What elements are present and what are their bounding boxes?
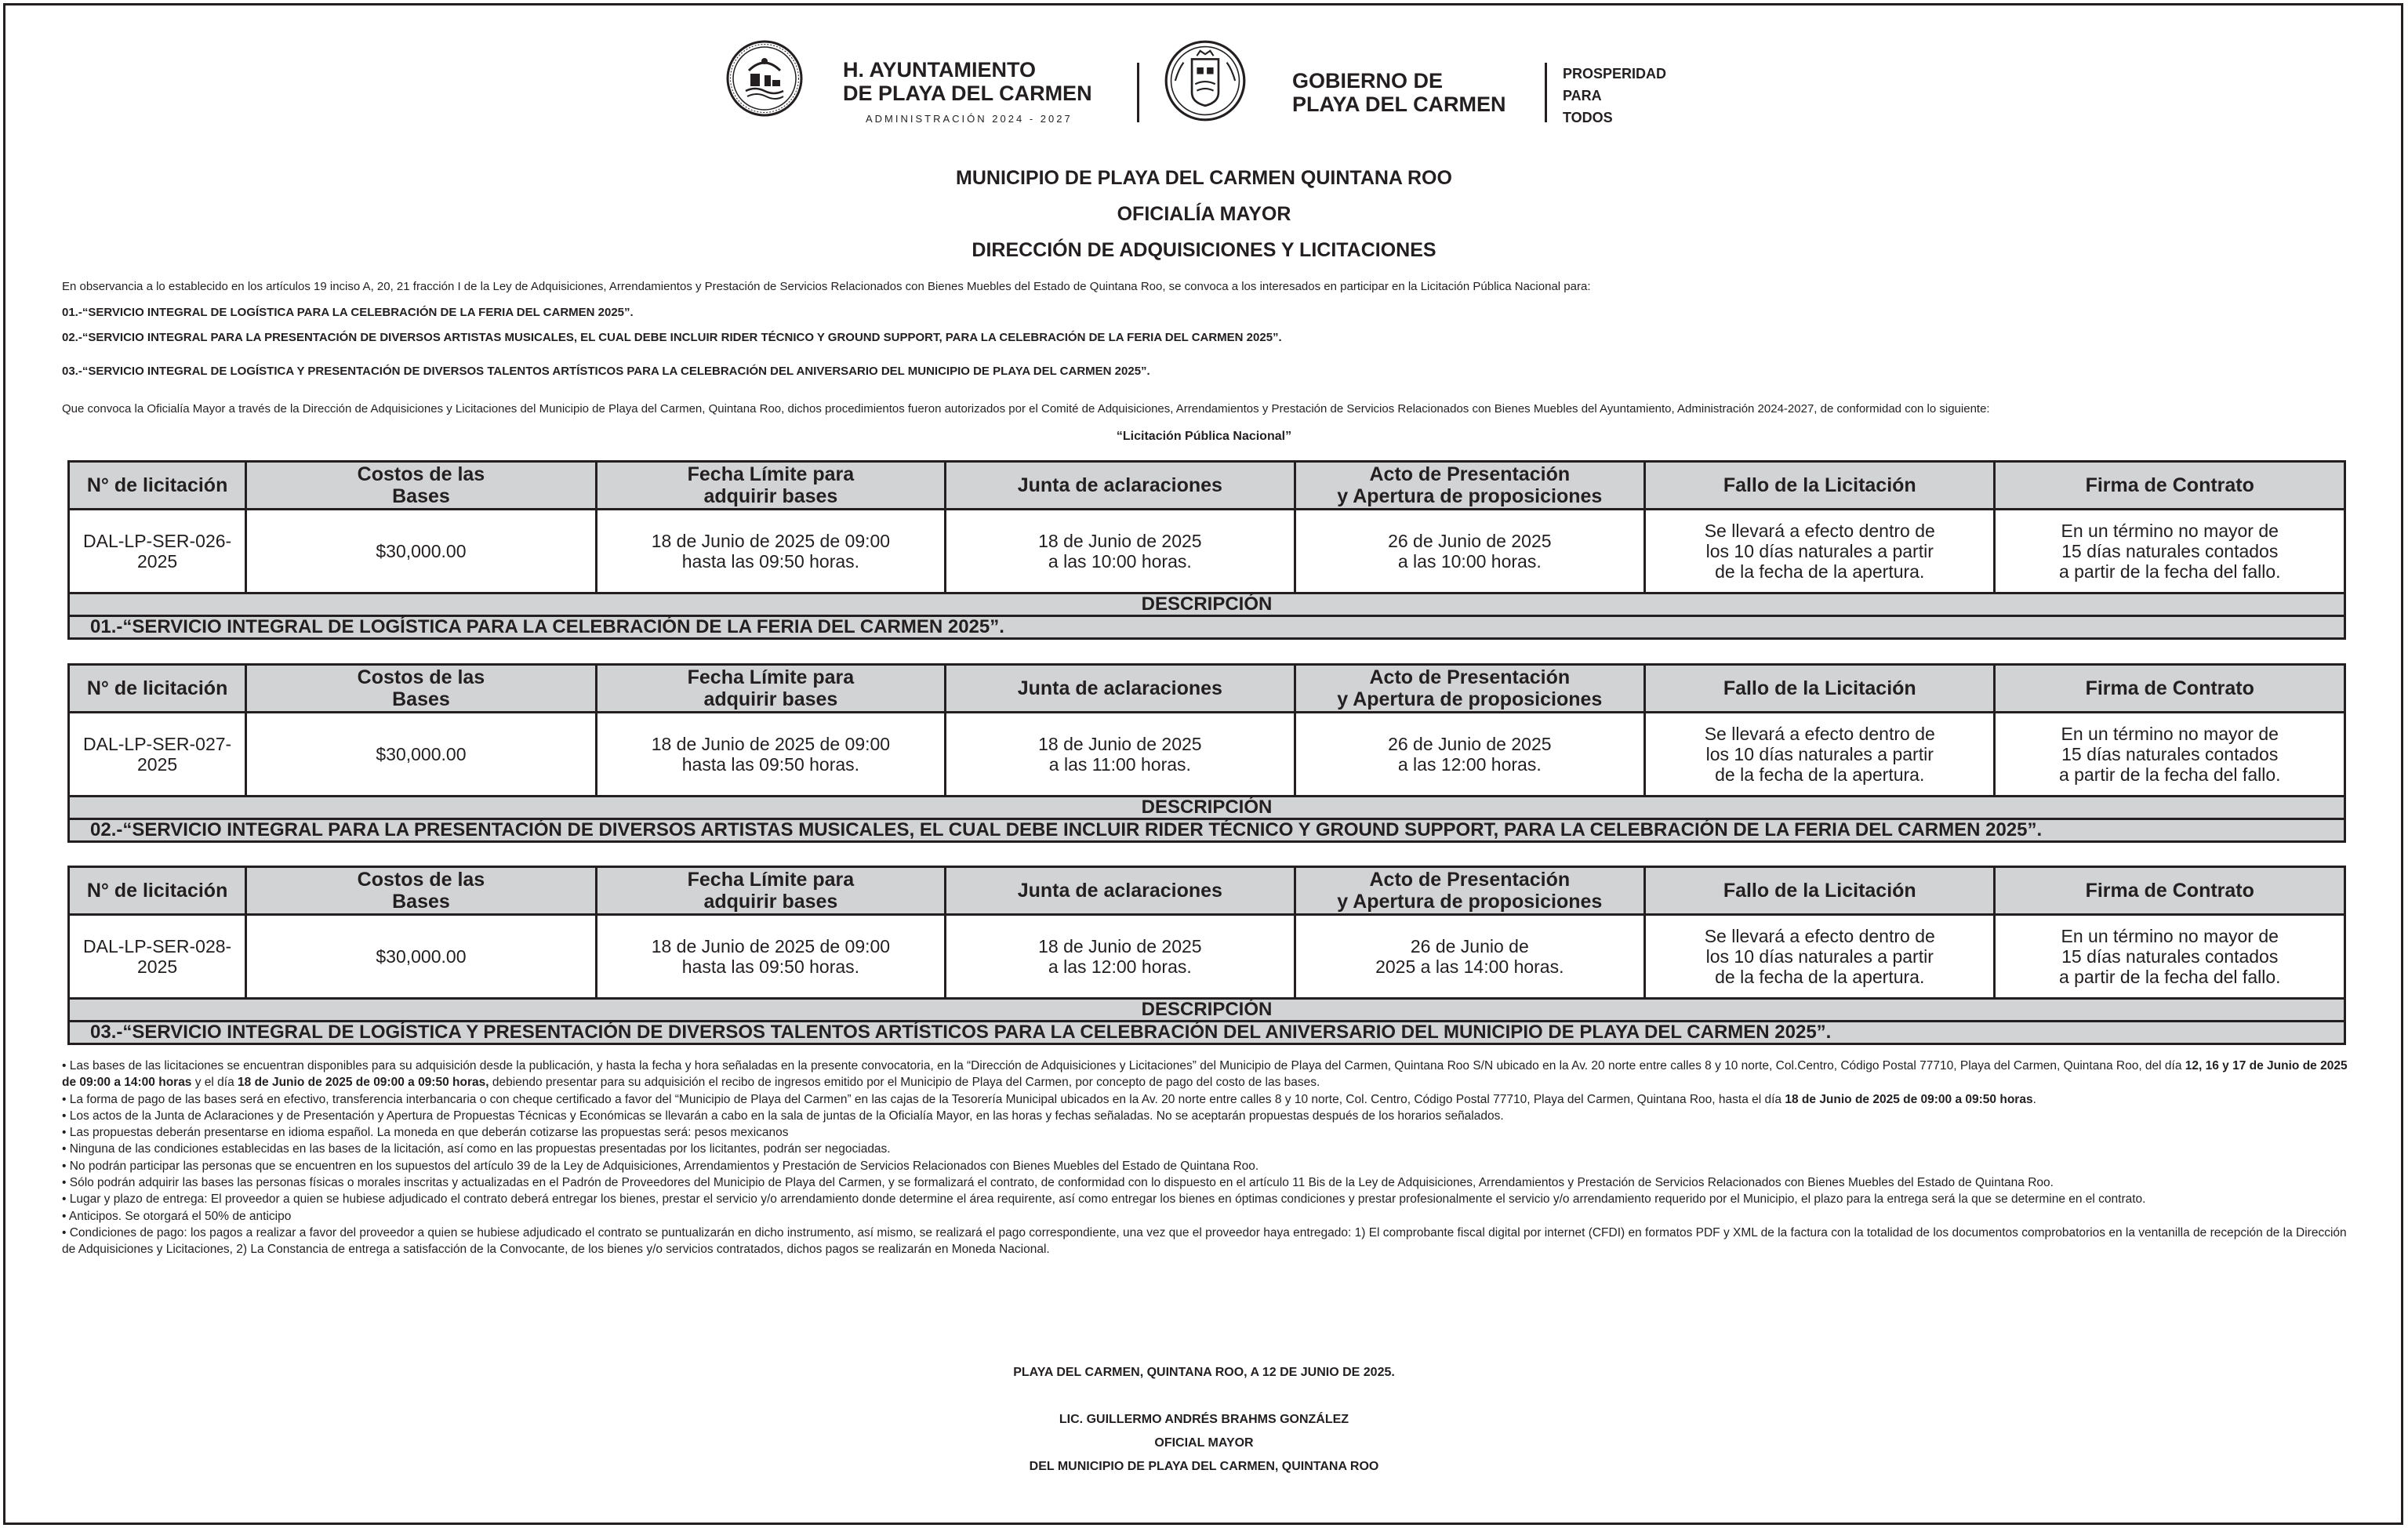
fecha-line-1: 18 de Junio de 2025 de 09:00 — [651, 531, 891, 551]
title-direccion: DIRECCIÓN DE ADQUISICIONES Y LICITACIONES — [972, 239, 1436, 261]
signature-place-date: PLAYA DEL CARMEN, QUINTANA ROO, A 12 DE JUNIO DE 2025. — [1013, 1366, 1395, 1379]
header-costos — [246, 867, 596, 915]
header-firma — [1995, 462, 2345, 510]
header-acto-line-2: y Apertura de proposiciones — [1337, 688, 1603, 710]
fallo-line-2: los 10 días naturales a partir — [1705, 744, 1934, 764]
slogan-divider — [1545, 63, 1547, 122]
cell-fallo — [1645, 510, 1995, 593]
condition-1-text-c: debiendo presentar para su adquisición el recibo de ingresos emitido por el Municipio de Playa del Carmen, por concepto de pago del costo de las bases. — [489, 1076, 1320, 1090]
firma-line-2: 15 días naturales contados — [2061, 541, 2279, 561]
signature-position: OFICIAL MAYOR — [1154, 1436, 1254, 1450]
descripcion-header-row — [69, 999, 2345, 1022]
header-fecha — [596, 462, 945, 510]
cell-junta — [946, 713, 1295, 797]
header-firma-label: Firma de Contrato — [2085, 474, 2254, 496]
descripcion-row — [69, 616, 2345, 639]
descripcion-header: DESCRIPCIÓN — [69, 999, 2345, 1022]
condition-2-text-b: . — [2032, 1092, 2036, 1106]
descripcion-header: DESCRIPCIÓN — [69, 797, 2345, 819]
header-acto — [1295, 867, 1644, 915]
cell-fecha — [596, 510, 945, 593]
condition-5: • Ninguna de las condiciones establecidas en las bases de la licitación, así como en las propuestas presentadas por los licitantes, podrán ser negociadas. — [62, 1142, 891, 1156]
header-fecha-line-2: adquirir bases — [703, 485, 838, 507]
slogan-line-1: PROSPERIDAD — [1563, 66, 1667, 82]
fallo-line-2: los 10 días naturales a partir — [1705, 541, 1934, 561]
junta-line-1: 18 de Junio de 2025 — [1038, 734, 1202, 754]
header-costos — [246, 462, 596, 510]
header-divider — [1137, 63, 1139, 122]
signature-name: LIC. GUILLERMO ANDRÉS BRAHMS GONZÁLEZ — [1059, 1413, 1349, 1426]
cell-fecha — [596, 915, 945, 999]
header-fallo — [1645, 462, 1995, 510]
fecha-line-2: hasta las 09:50 horas. — [681, 956, 860, 977]
fecha-line-1: 18 de Junio de 2025 de 09:00 — [651, 734, 891, 754]
descripcion-header-row — [69, 593, 2345, 616]
condition-7: • Sólo podrán adquirir las bases las personas físicas o morales inscritas y actualizadas en el Padrón de Proveedores del Municipio de Playa del Carmen, y se formalizará el contrato, de conformidad con lo dispuesto en el artículo 11 Bis de la Ley de Adquisiciones, Arrendamientos y Prestación de Servicios Relacionados con Bienes Muebles del Estado de Quintana Roo. — [62, 1176, 2054, 1190]
descripcion-text: 01.-“SERVICIO INTEGRAL DE LOGÍSTICA PARA LA CELEBRACIÓN DE LA FERIA DEL CARMEN 2025”. — [69, 616, 2345, 639]
acto-line-2: 2025 a las 14:00 horas. — [1375, 956, 1564, 977]
condition-1-dates-1: 12, 16 y 17 de Junio de 2025 de 09:00 a 14:00 horas — [62, 1059, 2348, 1090]
header-firma-label: Firma de Contrato — [2085, 880, 2254, 902]
licitacion-type: “Licitación Pública Nacional” — [1116, 430, 1292, 443]
header-acto — [1295, 665, 1644, 713]
condition-9: • Anticipos. Se otorgará el 50% de anticipo — [62, 1209, 292, 1223]
ayuntamiento-name — [843, 58, 1092, 105]
gobierno-seal-icon — [1164, 39, 1247, 122]
header-costos-line-1: Costos de las — [357, 463, 485, 485]
slogan-line-2: PARA — [1563, 88, 1602, 103]
header-firma — [1995, 665, 2345, 713]
header-costos — [246, 665, 596, 713]
gobierno-name — [1292, 69, 1506, 116]
junta-line-2: a las 10:00 horas. — [1048, 551, 1192, 572]
header-fecha-line-2: adquirir bases — [703, 688, 838, 710]
header-acto-line-1: Acto de Presentación — [1369, 463, 1571, 485]
licitacion-table — [67, 663, 2346, 843]
slogan — [1563, 63, 1666, 129]
descripcion-row — [69, 1022, 2345, 1044]
condition-1 — [62, 1058, 2348, 1091]
fallo-line-3: de la fecha de la apertura. — [1715, 561, 1925, 582]
header-numero-label: N° de licitación — [86, 880, 228, 902]
cell-acto — [1295, 915, 1644, 999]
header-firma-label: Firma de Contrato — [2085, 677, 2254, 699]
header-fecha-line-1: Fecha Límite para — [687, 463, 855, 485]
fecha-line-2: hasta las 09:50 horas. — [681, 754, 860, 775]
firma-line-1: En un término no mayor de — [2061, 521, 2279, 541]
numero-value: DAL-LP-SER-026-2025 — [83, 531, 232, 572]
fallo-line-1: Se llevará a efecto dentro de — [1704, 926, 1935, 946]
header-fallo — [1645, 867, 1995, 915]
cell-costo — [246, 510, 596, 593]
fecha-line-1: 18 de Junio de 2025 de 09:00 — [651, 936, 891, 956]
descripcion-header: DESCRIPCIÓN — [69, 593, 2345, 616]
firma-line-3: a partir de la fecha del fallo. — [2058, 561, 2281, 582]
junta-line-1: 18 de Junio de 2025 — [1038, 531, 1202, 551]
bases-conditions — [62, 1058, 2348, 1258]
condition-10: • Condiciones de pago: los pagos a realizar a favor del proveedor a quien se hubiese adjudicado el contrato se puntualizarán en dicho instrumento, así mismo, se realizará el pago correspondiente, una vez que el proveedor haya entregado: 1) El comprobante fiscal digital por internet (CFDI) en formatos PDF y XML de la factura con la totalidad de los documentos comprobatorios en la ventanilla de recepción de la Dirección de Adquisiciones y Licitaciones, 2) La Constancia de entrega a satisfacción de la Convocante, de los bienes y/o servicios contratados, dichos pagos se realizarán en Moneda Nacional. — [62, 1225, 2347, 1257]
table-row — [69, 915, 2345, 999]
header-costos-line-2: Bases — [392, 891, 450, 913]
junta-line-1: 18 de Junio de 2025 — [1038, 936, 1202, 956]
cell-firma — [1995, 510, 2345, 593]
header-junta — [946, 867, 1295, 915]
title-municipio: MUNICIPIO DE PLAYA DEL CARMEN QUINTANA ROO — [956, 167, 1452, 189]
descripcion-row — [69, 819, 2345, 842]
fallo-line-3: de la fecha de la apertura. — [1715, 764, 1925, 785]
header-costos-line-1: Costos de las — [357, 666, 485, 688]
fallo-line-1: Se llevará a efecto dentro de — [1704, 724, 1935, 744]
header-numero-label: N° de licitación — [86, 677, 228, 699]
header-fecha — [596, 665, 945, 713]
header-acto-line-1: Acto de Presentación — [1369, 666, 1571, 688]
cell-firma — [1995, 915, 2345, 999]
header-acto-line-1: Acto de Presentación — [1369, 869, 1571, 891]
acto-line-1: 26 de Junio de — [1410, 936, 1529, 956]
firma-line-2: 15 días naturales contados — [2061, 946, 2279, 967]
condition-2 — [62, 1091, 2348, 1108]
condition-1-text-b: y el día — [191, 1076, 238, 1090]
cell-numero — [69, 510, 246, 593]
table-header-row — [69, 665, 2345, 713]
descripcion-header-row — [69, 797, 2345, 819]
junta-line-2: a las 12:00 horas. — [1048, 956, 1192, 977]
ayuntamiento-line-2: DE PLAYA DEL CARMEN — [843, 82, 1092, 105]
cell-junta — [946, 510, 1295, 593]
intro-paragraph: En observancia a lo establecido en los artículos 19 inciso A, 20, 21 fracción I de la Ley de Adquisiciones, Arrendamientos y Prestación de Servicios Relacionados con Bienes Muebles del Estado de Quintana Roo, se convoca a los interesados en participar en la Licitación Pública Nacional para: — [62, 280, 1591, 293]
header-junta-label: Junta de aclaraciones — [1017, 677, 1222, 699]
header-acto — [1295, 462, 1644, 510]
title-oficialia: OFICIALÍA MAYOR — [1117, 203, 1291, 225]
numero-value: DAL-LP-SER-027-2025 — [83, 734, 232, 775]
header-fallo-label: Fallo de la Licitación — [1723, 677, 1916, 699]
firma-line-2: 15 días naturales contados — [2061, 744, 2279, 764]
acto-line-2: a las 10:00 horas. — [1397, 551, 1542, 572]
table-header-row — [69, 462, 2345, 510]
costo-value: $30,000.00 — [376, 541, 467, 561]
condition-8: • Lugar y plazo de entrega: El proveedor a quien se hubiese adjudicado el contrato deberá entregar los bienes, prestar el servicio y/o arrendamiento donde determine el área requirente, así como entregar los bienes en óptimas condiciones y prestar profesionalmente el servicio y/o arrendamiento requerido por el Municipio, el plazo para la entrega será la que se determine en el contrato. — [62, 1192, 2146, 1207]
header-fallo-label: Fallo de la Licitación — [1723, 880, 1916, 902]
licitacion-table — [67, 460, 2346, 640]
header — [0, 34, 2408, 129]
gobierno-line-1: GOBIERNO DE — [1292, 69, 1444, 93]
cell-acto — [1295, 510, 1644, 593]
cell-fallo — [1645, 915, 1995, 999]
header-junta — [946, 462, 1295, 510]
slogan-line-3: TODOS — [1563, 110, 1613, 125]
table-row — [69, 510, 2345, 593]
condition-6: • No podrán participar las personas que se encuentren en los supuestos del artículo 39 de la Ley de Adquisiciones, Arrendamientos y Prestación de Servicios Relacionados con Bienes Muebles del Estado de Quintana Roo. — [62, 1159, 1259, 1173]
intro-convoca: Que convoca la Oficialía Mayor a través de la Dirección de Adquisiciones y Licitaciones del Municipio de Playa del Carmen, Quintana Roo, dichos procedimientos fueron autorizados por el Comité de Adquisiciones, Arrendamientos y Prestación de Servicios Relacionados con Bienes Muebles del Ayuntamiento, Administración 2024-2027, de conformidad con lo siguiente: — [62, 402, 1990, 416]
condition-1-text-a: • Las bases de las licitaciones se encuentran disponibles para su adquisición desde la publicación, y hasta la fecha y hora señaladas en la presente convocatoria, en la “Dirección de Adquisiciones y Licitaciones” del Municipio de Playa del Carmen, Quintana Roo S/N ubicado en la Av. 20 norte entre calles 8 y 10 norte, Col.Centro, Código Postal 77710, Playa del Carmen, Quintana Roo, del día — [62, 1059, 2185, 1073]
header-numero — [69, 665, 246, 713]
table-row — [69, 713, 2345, 797]
table-header-row — [69, 867, 2345, 915]
header-numero — [69, 462, 246, 510]
condition-2-text-a: • La forma de pago de las bases será en efectivo, transferencia interbancaria o con cheque certificado a favor del “Municipio de Playa del Carmen” en las cajas de la Tesorería Municipal ubicados en la Av. 20 norte entre calles 8 y 10 norte, Col. Centro, Código Postal 77710, Playa del Carmen, Quintana Roo, hasta el día — [62, 1092, 1785, 1106]
header-fallo-label: Fallo de la Licitación — [1723, 474, 1916, 496]
header-numero-label: N° de licitación — [86, 474, 228, 496]
cell-fecha — [596, 713, 945, 797]
header-junta-label: Junta de aclaraciones — [1017, 880, 1222, 902]
header-fecha-line-1: Fecha Límite para — [687, 666, 855, 688]
firma-line-3: a partir de la fecha del fallo. — [2058, 764, 2281, 785]
header-acto-line-2: y Apertura de proposiciones — [1337, 891, 1603, 913]
intro-item-2: 02.-“SERVICIO INTEGRAL PARA LA PRESENTACIÓN DE DIVERSOS ARTISTAS MUSICALES, EL CUAL DEBE INCLUIR RIDER TÉCNICO Y GROUND SUPPORT, PARA LA CELEBRACIÓN DE LA FERIA DEL CARMEN 2025”. — [62, 331, 1282, 344]
cell-numero — [69, 915, 246, 999]
header-numero — [69, 867, 246, 915]
acto-line-2: a las 12:00 horas. — [1397, 754, 1542, 775]
cell-firma — [1995, 713, 2345, 797]
firma-line-1: En un término no mayor de — [2061, 926, 2279, 946]
ayuntamiento-line-1: H. AYUNTAMIENTO — [843, 58, 1037, 82]
cell-fallo — [1645, 713, 1995, 797]
fallo-line-2: los 10 días naturales a partir — [1705, 946, 1934, 967]
condition-2-date: 18 de Junio de 2025 de 09:00 a 09:50 horas — [1785, 1092, 2033, 1106]
cell-numero — [69, 713, 246, 797]
costo-value: $30,000.00 — [376, 744, 467, 764]
intro-item-3: 03.-“SERVICIO INTEGRAL DE LOGÍSTICA Y PRESENTACIÓN DE DIVERSOS TALENTOS ARTÍSTICOS PARA LA CELEBRACIÓN DEL ANIVERSARIO DEL MUNICIPIO DE PLAYA DEL CARMEN 2025”. — [62, 365, 1150, 378]
fallo-line-1: Se llevará a efecto dentro de — [1704, 521, 1935, 541]
acto-line-1: 26 de Junio de 2025 — [1388, 531, 1552, 551]
cell-costo — [246, 713, 596, 797]
condition-1-dates-2: 18 de Junio de 2025 de 09:00 a 09:50 horas, — [238, 1076, 489, 1090]
signature-municipality: DEL MUNICIPIO DE PLAYA DEL CARMEN, QUINTANA ROO — [1029, 1460, 1379, 1473]
header-junta-label: Junta de aclaraciones — [1017, 474, 1222, 496]
header-acto-line-2: y Apertura de proposiciones — [1337, 485, 1603, 507]
costo-value: $30,000.00 — [376, 946, 467, 967]
ayuntamiento-seal-icon — [725, 39, 804, 118]
numero-value: DAL-LP-SER-028-2025 — [83, 936, 232, 977]
header-costos-line-2: Bases — [392, 485, 450, 507]
cell-junta — [946, 915, 1295, 999]
header-firma — [1995, 867, 2345, 915]
condition-3: • Los actos de la Junta de Aclaraciones y de Presentación y Apertura de Propuestas Técnicas y Económicas se llevarán a cabo en la sala de juntas de la Oficialía Mayor, en las horas y fechas señaladas. No se aceptarán propuestas después de los horarios señalados. — [62, 1109, 1504, 1123]
gobierno-line-2: PLAYA DEL CARMEN — [1292, 93, 1506, 116]
header-fecha-line-2: adquirir bases — [703, 891, 838, 913]
header-fallo — [1645, 665, 1995, 713]
licitacion-table — [67, 866, 2346, 1045]
document-titles — [0, 160, 2408, 268]
acto-line-1: 26 de Junio de 2025 — [1388, 734, 1552, 754]
header-fecha — [596, 867, 945, 915]
condition-4: • Las propuestas deberán presentarse en idioma español. La moneda en que deberán cotizarse las propuestas será: pesos mexicanos — [62, 1126, 789, 1140]
fecha-line-2: hasta las 09:50 horas. — [681, 551, 860, 572]
header-costos-line-1: Costos de las — [357, 869, 485, 891]
intro-item-1: 01.-“SERVICIO INTEGRAL DE LOGÍSTICA PARA LA CELEBRACIÓN DE LA FERIA DEL CARMEN 2025”. — [62, 306, 634, 319]
administracion-label: ADMINISTRACIÓN 2024 - 2027 — [866, 113, 1073, 125]
cell-costo — [246, 915, 596, 999]
firma-line-3: a partir de la fecha del fallo. — [2058, 967, 2281, 987]
fallo-line-3: de la fecha de la apertura. — [1715, 967, 1925, 987]
firma-line-1: En un término no mayor de — [2061, 724, 2279, 744]
header-junta — [946, 665, 1295, 713]
header-costos-line-2: Bases — [392, 688, 450, 710]
descripcion-text: 03.-“SERVICIO INTEGRAL DE LOGÍSTICA Y PRESENTACIÓN DE DIVERSOS TALENTOS ARTÍSTICOS PARA LA CELEBRACIÓN DEL ANIVERSARIO DEL MUNICIPIO DE PLAYA DEL CARMEN 2025”. — [69, 1022, 2345, 1044]
header-fecha-line-1: Fecha Límite para — [687, 869, 855, 891]
cell-acto — [1295, 713, 1644, 797]
descripcion-text: 02.-“SERVICIO INTEGRAL PARA LA PRESENTACIÓN DE DIVERSOS ARTISTAS MUSICALES, EL CUAL DEBE INCLUIR RIDER TÉCNICO Y GROUND SUPPORT, PARA LA CELEBRACIÓN DE LA FERIA DEL CARMEN 2025”. — [69, 819, 2345, 842]
junta-line-2: a las 11:00 horas. — [1048, 754, 1191, 775]
